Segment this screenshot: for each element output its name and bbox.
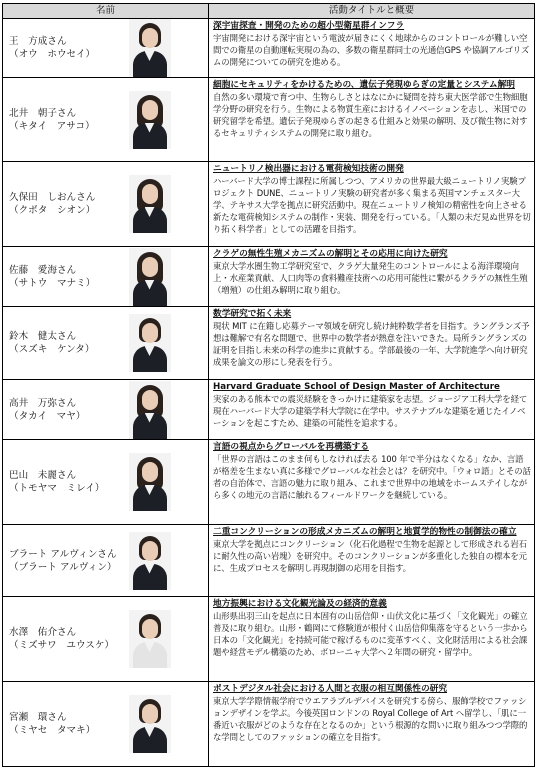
table-row — [3, 525, 535, 597]
table-row — [3, 597, 535, 682]
activity-cell — [209, 78, 535, 162]
photo-cell — [123, 380, 209, 440]
name-cell — [3, 78, 123, 162]
name-cell — [3, 307, 123, 380]
activity-summary: 山形県出羽三山を起点に日本固有の山岳信仰・山伏文化に基づく「文化観光」の確立普及に取り組む。山形・鶴岡にて修験道が根付く山岳信仰集落を守るという一歩から日本の「文化観光」を持続可能で稼げるものに変革すべく、文化財活用による社会課題や経営モデル構築のため、ボローニャ大学へ２年間の研究・留学中。 — [213, 611, 528, 657]
portrait-photo — [129, 532, 171, 590]
name-cell — [3, 380, 123, 440]
person-name: ブラート アルヴィンさん — [9, 548, 117, 560]
scholar-table — [2, 3, 535, 767]
activity-summary: ハーバード大学の博士課程に所属しつつ、アメリカの世界最大級ニュートリノ実験プロジェクト DUNE、ニュートリノ実験の研究者が多く集まる英国マンチェスター大学、テキサス大学を拠点に研究活動中。現在ニュートリノ検知の精密性を向上させる新たな電荷検知システムの制作・実装、開発を行っている。「人類の未だ見ぬ世界を切り拓く科学者」としての活躍を目指す。 — [213, 176, 531, 234]
person-name: 高井 万弥さん — [9, 397, 77, 409]
activity-title: 細胞にセキュリティをかけるための、遺伝子発現ゆらぎの定量とシステム解明 — [213, 80, 515, 90]
activity-summary: 東京大学学際情報学府でウエアラブルデバイスを研究する傍ら、服飾学校でファッションデザインを学ぶ。今後英国ロンドンの Royal College of Art へ留学し、「肌に一番近い衣服がどのような存在となるのか」という根源的な問いに取り組みつつ学際的な学問としてのファッションの確立を目指す。 — [213, 696, 528, 742]
person-kana: （サトウ マナミ） — [9, 277, 96, 289]
activity-cell — [209, 440, 535, 525]
photo-cell — [123, 162, 209, 247]
activity-cell — [209, 525, 535, 597]
activity-summary: 「世界の言語はこのまま何もしなければ去る 100 年で半分はなくなる」なか、言語が格差を生まない真に多様でグローバルな社会とは？を研究中。「ウォロ語」とその話者の自治体で、言語の魅力に取り組み、これまで世界中の地域をホームステイしながら多くの地元の言語に触れるフィールドワークを継続している。 — [213, 454, 531, 500]
person-kana: （クボタ シオン） — [9, 205, 96, 216]
person-name: 久保田 しおんさん — [9, 192, 96, 203]
activity-title: 地方振興における文化観光論及の経済的意義 — [213, 599, 387, 609]
person-name: 王 方成さん — [9, 36, 67, 47]
activity-title: 深宇宙探査・開発のための超小型衛星群インフラ — [213, 21, 405, 31]
activity-title: ニュートリノ検出器における電荷検知技術の開発 — [213, 164, 404, 174]
name-cell — [3, 682, 123, 767]
person-kana: （ブラート アルヴィン） — [9, 561, 117, 573]
photo-cell — [123, 247, 209, 307]
activity-summary: 宇宙開発における深宇宙という電波が届きにくく地球からのコントロールが難しい空間での衛星の自動運転実現の為の、多数の衛星群同士の光通信GPS や協調アルゴリズムの開発についての研究を進める。 — [213, 33, 530, 67]
table-row — [3, 380, 535, 440]
header-name: 名前 — [3, 4, 209, 19]
table-row — [3, 247, 535, 307]
activity-title: Harvard Graduate School of Design Master of Architecture — [213, 382, 500, 392]
activity-cell — [209, 380, 535, 440]
portrait-photo — [129, 314, 171, 372]
activity-title: 数学研究で拓く未来 — [213, 309, 292, 319]
portrait-photo — [129, 91, 171, 149]
person-name: 鈴木 健太さん — [9, 331, 77, 342]
activity-summary: 自然の多い環境で育つ中、生物らしさとはなにかに疑問を持ち東大医学部で生物細胞学分野の研究を行う。生物による物質生産におけるイノベーションを志し、米国での研究留学を希望。遺伝子発現ゆらぎの起きる仕組みと効果の解明、及び微生物に対するセキュリティシステムの開発に取り組む。 — [213, 92, 528, 138]
activity-summary: 東京大学水圏生物工学研究室で、クラゲ大量発生のコントロールによる海洋環境向上・水産業貢献、人口肉等の食料難産技術への応用可能性に繋がるクラゲの無性生殖（増殖）の仕組み解明に取り組む。 — [213, 261, 528, 295]
person-name: 宮瀬 環さん — [9, 712, 67, 723]
portrait-photo — [129, 19, 171, 77]
name-cell — [3, 597, 123, 682]
person-kana: （キタイ アサコ） — [9, 120, 95, 132]
person-name: 巴山 未麗さん — [9, 470, 77, 481]
person-kana: （トモヤマ ミレイ） — [9, 483, 105, 494]
table-row — [3, 19, 535, 78]
person-kana: （ミズサワ ユウスケ） — [9, 640, 115, 651]
activity-title: 言語の視点からグローバルを再構築する — [213, 442, 369, 452]
person-kana: （ミヤセ タマキ） — [9, 725, 96, 736]
person-kana: （スズキ ケンタ） — [9, 344, 95, 355]
activity-summary: 現状 MIT に在籍し応募テーマ領域を研究し続け純粋数学者を目指す。ラングランズ予想は難解で有名な問題で、世界中の数学者が熱意を注いできた。局所ラングランズの証明を目指し未来の科学の進歩に貢献する。学部最後の一年、大学院進学へ向け研究成果を論文の形にし発表を行う。 — [213, 321, 530, 367]
photo-cell — [123, 597, 209, 682]
photo-cell — [123, 78, 209, 162]
name-cell — [3, 440, 123, 525]
name-cell — [3, 162, 123, 247]
photo-cell — [123, 307, 209, 380]
table-row — [3, 307, 535, 380]
table-row — [3, 440, 535, 525]
table-row — [3, 162, 535, 247]
person-name: 佐藤 愛海さん — [9, 264, 77, 276]
portrait-photo — [129, 695, 171, 753]
person-kana: （タカイ マヤ） — [9, 410, 86, 422]
table-row — [3, 682, 535, 767]
activity-title: 二重コンクリーションの形成メカニズムの解明と地質学的物性の制御法の確立 — [213, 527, 517, 537]
activity-title: ポストデジタル社会における人間と衣服の相互関係性の研究 — [213, 684, 448, 694]
table-header-row — [3, 4, 535, 19]
photo-cell — [123, 440, 209, 525]
scholar-table-sheet — [2, 3, 534, 765]
portrait-photo — [129, 610, 171, 668]
portrait-photo — [129, 453, 171, 511]
photo-cell — [123, 682, 209, 767]
table-row — [3, 78, 535, 162]
activity-summary: 東京大学を拠点にコンクリーション（化石化過程で生物を起源として形成される岩石に耐久性の高い岩塊）を研究中。そのコンクリーションが多重化した独自の標本を元に、生成プロセスを解明し再現制御の応用を目指す。 — [213, 539, 527, 573]
photo-cell — [123, 19, 209, 78]
portrait-photo — [129, 175, 171, 233]
activity-summary: 実家のある熊本での震災経験をきっかけに建築家を志望。ジョージア工科大学を経て現在ハーバード大学の建築学科大学院に在学中。サステナブルな建築を通じたイノベーションを起こすため、建築の可能性を追求する。 — [213, 394, 528, 428]
activity-cell — [209, 307, 535, 380]
activity-cell — [209, 682, 535, 767]
person-name: 水澤 佑介さん — [9, 627, 77, 638]
portrait-photo — [129, 248, 171, 306]
person-kana: （オウ ホウセイ） — [9, 49, 96, 60]
name-cell — [3, 247, 123, 307]
person-name: 北井 朝子さん — [9, 107, 77, 119]
activity-cell — [209, 19, 535, 78]
activity-cell — [209, 597, 535, 682]
activity-cell — [209, 162, 535, 247]
portrait-photo — [129, 381, 171, 439]
header-activity: 活動タイトルと概要 — [209, 4, 535, 19]
name-cell — [3, 525, 123, 597]
photo-cell — [123, 525, 209, 597]
activity-title: クラゲの無性生殖メカニズムの解明とその応用に向けた研究 — [213, 249, 448, 259]
name-cell — [3, 19, 123, 78]
activity-cell — [209, 247, 535, 307]
